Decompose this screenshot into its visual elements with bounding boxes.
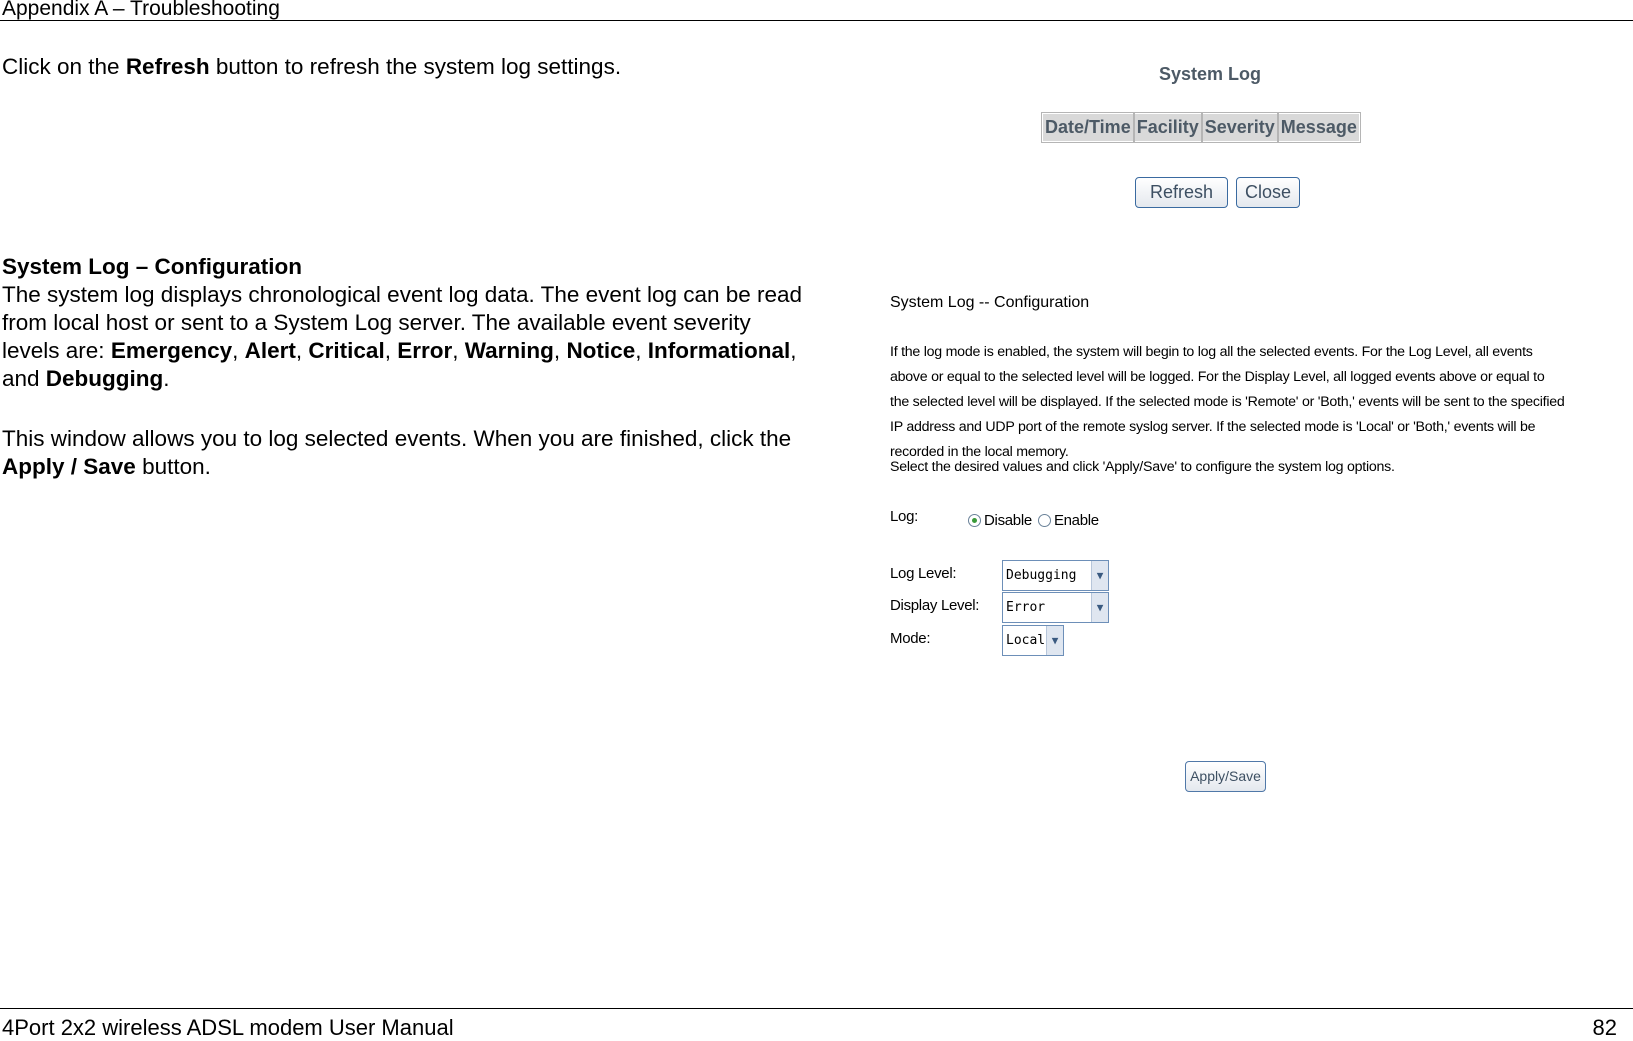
separator: . xyxy=(163,366,170,391)
level-emergency: Emergency xyxy=(110,338,233,363)
refresh-instruction xyxy=(2,53,621,81)
config-description: If the log mode is enabled, the system will begin to log all the selected events. For the Log Level, all events above or equal to the selected level will be logged. For the Display Level, all logged events above or equal to the selected level will be displayed. If the selected mode is 'Remote' or 'Both,' events will be sent to the specified IP address and UDP port of the remote syslog server. If the selected mode is 'Local' or 'Both,' events will be recorded in the local memory. xyxy=(890,344,1565,460)
table-header-row xyxy=(1042,113,1360,142)
separator: , xyxy=(232,338,245,363)
mode-select[interactable] xyxy=(1002,625,1064,656)
section-heading: System Log – Configuration xyxy=(2,254,303,279)
enable-radio[interactable] xyxy=(1038,514,1051,527)
column-header-datetime: Date/Time xyxy=(1042,113,1134,142)
log-level-label: Log Level: xyxy=(890,565,957,582)
level-warning: Warning xyxy=(464,338,554,363)
text-run: The system log displays chronological event log data. The event log can be read from local host or sent to a System Log server. The available event severity levels are: xyxy=(2,282,803,363)
log-level-select[interactable] xyxy=(1002,560,1109,591)
level-error: Error xyxy=(397,338,453,363)
separator: , xyxy=(452,338,465,363)
page-number: 82 xyxy=(1592,1015,1617,1040)
refresh-term: Refresh xyxy=(125,54,210,79)
page-header-title: Appendix A – Troubleshooting xyxy=(2,0,280,20)
separator: , xyxy=(295,338,309,363)
display-level-value: Error xyxy=(1006,600,1046,615)
system-log-table xyxy=(1041,112,1361,143)
display-level-label: Display Level: xyxy=(890,597,980,614)
text-run: Click on the xyxy=(2,54,126,79)
column-header-severity: Severity xyxy=(1202,113,1278,142)
refresh-button[interactable]: Refresh xyxy=(1135,177,1228,208)
separator: , xyxy=(635,338,648,363)
chevron-down-icon: ▼ xyxy=(1091,561,1108,590)
enable-radio-label: Enable xyxy=(1053,512,1099,529)
description-paragraph xyxy=(2,281,812,393)
mode-value: Local xyxy=(1006,633,1046,648)
chevron-down-icon: ▼ xyxy=(1046,626,1063,655)
log-label: Log: xyxy=(890,508,918,525)
system-log-title: System Log xyxy=(1159,64,1262,84)
text-run: button to refresh the system log settings. xyxy=(209,54,622,79)
level-debugging: Debugging xyxy=(45,366,164,391)
disable-radio-label: Disable xyxy=(984,512,1032,529)
column-header-facility: Facility xyxy=(1134,113,1202,142)
apply-save-term: Apply / Save xyxy=(2,454,136,479)
level-alert: Alert xyxy=(244,338,296,363)
apply-save-button[interactable]: Apply/Save xyxy=(1185,761,1266,792)
mode-label: Mode: xyxy=(890,630,931,647)
log-level-value: Debugging xyxy=(1006,568,1077,583)
level-notice: Notice xyxy=(566,338,636,363)
chevron-down-icon: ▼ xyxy=(1091,593,1108,622)
footer-manual-title: 4Port 2x2 wireless ADSL modem User Manual xyxy=(2,1015,454,1040)
display-level-select[interactable] xyxy=(1002,592,1109,623)
text-run: button. xyxy=(135,454,211,479)
config-instruction: Select the desired values and click 'Apply/Save' to configure the system log options. xyxy=(890,459,1395,475)
separator: , xyxy=(553,338,567,363)
header-rule xyxy=(0,20,1633,21)
footer-rule xyxy=(0,1008,1633,1009)
level-critical: Critical xyxy=(308,338,385,363)
column-header-message: Message xyxy=(1278,113,1360,142)
separator: , and xyxy=(2,338,797,391)
disable-radio[interactable] xyxy=(968,514,981,527)
separator: , xyxy=(384,338,398,363)
config-title: System Log -- Configuration xyxy=(890,294,1090,311)
level-informational: Informational xyxy=(647,338,791,363)
close-button[interactable]: Close xyxy=(1236,177,1300,208)
log-radio-group xyxy=(968,512,1105,529)
text-run: This window allows you to log selected events. When you are finished, click the xyxy=(2,426,792,451)
apply-instruction xyxy=(2,425,812,481)
